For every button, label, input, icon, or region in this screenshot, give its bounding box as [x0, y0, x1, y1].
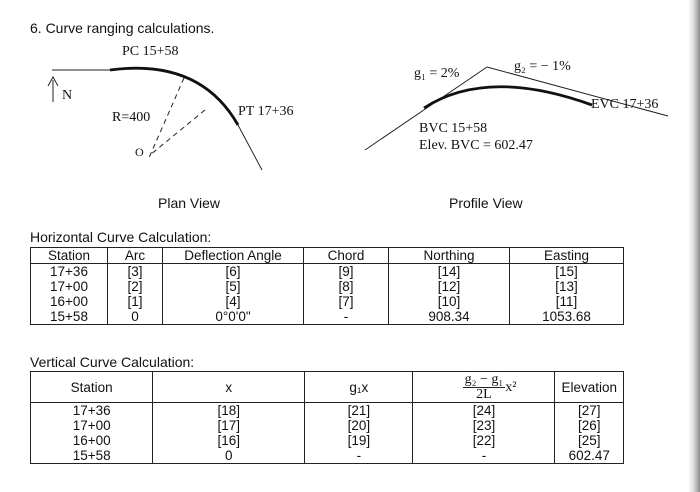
column-header: g₁x: [305, 372, 413, 403]
column-header: Arc: [108, 248, 163, 264]
table-cell: [23]: [413, 418, 555, 433]
table-cell: 17+00: [31, 279, 108, 294]
table-cell: -: [304, 309, 389, 325]
table-row: [31, 294, 624, 309]
table-cell: 17+36: [31, 403, 153, 419]
bvc-elevation-label: Elev. BVC = 602.47: [419, 138, 533, 153]
north-label: N: [62, 88, 73, 103]
table-cell: [25]: [555, 433, 624, 448]
table-cell: -: [413, 448, 555, 464]
table-row: [31, 264, 624, 280]
column-header: Easting: [510, 248, 624, 264]
table-row: [31, 309, 624, 325]
table-cell: 17+36: [31, 264, 108, 280]
horizontal-table-heading: Horizontal Curve Calculation:: [30, 229, 212, 245]
column-header: Elevation: [555, 372, 624, 403]
vertical-curve-table: [30, 371, 624, 464]
column-header-parabola-term: [413, 372, 555, 403]
table-row: [31, 403, 624, 419]
radius-line-pt: [150, 110, 205, 155]
evc-label: EVC 17+36: [591, 97, 659, 112]
table-header-row: [31, 372, 624, 403]
table-row: [31, 279, 624, 294]
fraction-multiplier: x²: [505, 379, 517, 395]
table-cell: 908.34: [389, 309, 510, 325]
table-header-row: [31, 248, 624, 264]
plan-view-diagram: [48, 68, 262, 170]
column-header: Deflection Angle: [163, 248, 304, 264]
table-cell: 16+00: [31, 294, 108, 309]
table-cell: 15+58: [31, 448, 153, 464]
table-cell: [3]: [108, 264, 163, 280]
table-cell: [15]: [510, 264, 624, 280]
table-row: [31, 433, 624, 448]
table-cell: [18]: [153, 403, 305, 419]
column-header: Chord: [304, 248, 389, 264]
pt-label: PT 17+36: [238, 104, 294, 119]
pc-label: PC 15+58: [122, 44, 179, 59]
table-cell: [12]: [389, 279, 510, 294]
fraction-denominator: 2L: [476, 386, 492, 402]
table-cell: [22]: [413, 433, 555, 448]
table-cell: 15+58: [31, 309, 108, 325]
column-header: x: [153, 372, 305, 403]
table-cell: [10]: [389, 294, 510, 309]
g1-label: g₁ = 2%: [414, 66, 460, 81]
problem-title: 6. Curve ranging calculations.: [30, 20, 215, 36]
table-cell: [17]: [153, 418, 305, 433]
table-cell: [13]: [510, 279, 624, 294]
table-cell: 0°0'0": [163, 309, 304, 325]
table-cell: [16]: [153, 433, 305, 448]
table-cell: [1]: [108, 294, 163, 309]
vertical-curve: [424, 87, 592, 108]
table-cell: [27]: [555, 403, 624, 419]
table-cell: 602.47: [555, 448, 624, 464]
table-cell: -: [305, 448, 413, 464]
table-cell: 16+00: [31, 433, 153, 448]
table-cell: [26]: [555, 418, 624, 433]
center-point-label: O: [135, 145, 144, 159]
table-cell: [5]: [163, 279, 304, 294]
radius-label: R=400: [112, 110, 151, 125]
table-cell: [14]: [389, 264, 510, 280]
vertical-table-heading: Vertical Curve Calculation:: [30, 354, 195, 370]
column-header: Station: [31, 372, 153, 403]
table-cell: [7]: [304, 294, 389, 309]
fraction-numerator: g₂ − g₁: [464, 371, 504, 387]
forward-tangent: [238, 125, 262, 170]
radius-line-pc: [148, 78, 184, 160]
table-cell: [9]: [304, 264, 389, 280]
bvc-label: BVC 15+58: [419, 121, 488, 136]
table-cell: 1053.68: [510, 309, 624, 325]
table-cell: [2]: [108, 279, 163, 294]
table-row: [31, 418, 624, 433]
table-cell: [6]: [163, 264, 304, 280]
table-cell: [20]: [305, 418, 413, 433]
column-header: Northing: [389, 248, 510, 264]
profile-view-caption: Profile View: [449, 195, 523, 211]
column-header: Station: [31, 248, 108, 264]
table-cell: [8]: [304, 279, 389, 294]
horizontal-curve-table: [30, 247, 624, 325]
parabola-fraction: [463, 371, 517, 402]
table-cell: [21]: [305, 403, 413, 419]
table-cell: [4]: [163, 294, 304, 309]
g2-label: g₂ = − 1%: [514, 59, 571, 74]
plan-view-caption: Plan View: [158, 195, 221, 211]
table-row: [31, 448, 624, 464]
table-cell: 0: [108, 309, 163, 325]
table-cell: [24]: [413, 403, 555, 419]
table-cell: 17+00: [31, 418, 153, 433]
table-cell: 0: [153, 448, 305, 464]
table-cell: [19]: [305, 433, 413, 448]
table-cell: [11]: [510, 294, 624, 309]
